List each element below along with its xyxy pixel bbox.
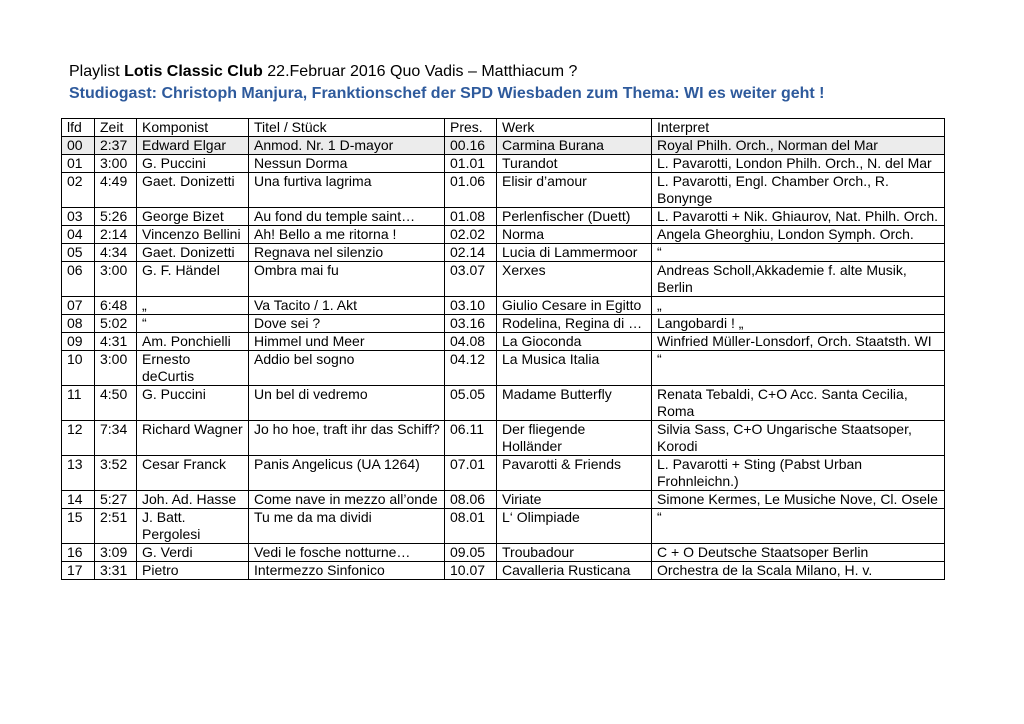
- performer-cell: C + O Deutsche Staatsoper Berlin: [652, 544, 945, 562]
- piece-title-cell: Come nave in mezzo all’onde: [249, 491, 445, 509]
- pres-number-cell: 07.01: [445, 456, 497, 491]
- performer-cell: Orchestra de la Scala Milano, H. v.: [652, 562, 945, 580]
- track-number-cell: 17: [62, 562, 95, 580]
- playlist-title: [69, 62, 577, 82]
- performer-cell: Angela Gheorghiu, London Symph. Orch.: [652, 226, 945, 244]
- pres-number-cell: 04.08: [445, 333, 497, 351]
- column-header: lfd: [62, 119, 95, 137]
- piece-title-cell: Panis Angelicus (UA 1264): [249, 456, 445, 491]
- work-cell: Turandot: [497, 155, 652, 173]
- duration-cell: 3:00: [95, 262, 137, 297]
- composer-cell: Gaet. Donizetti: [137, 244, 249, 262]
- duration-cell: 5:27: [95, 491, 137, 509]
- duration-cell: 3:31: [95, 562, 137, 580]
- composer-cell: Am. Ponchielli: [137, 333, 249, 351]
- work-cell: Norma: [497, 226, 652, 244]
- composer-cell: “: [137, 315, 249, 333]
- composer-cell: J. Batt. Pergolesi: [137, 509, 249, 544]
- track-number-cell: 09: [62, 333, 95, 351]
- pres-number-cell: 02.02: [445, 226, 497, 244]
- duration-cell: 4:49: [95, 173, 137, 208]
- performer-cell: Langobardi ! „: [652, 315, 945, 333]
- pres-number-cell: 03.10: [445, 297, 497, 315]
- track-number-cell: 04: [62, 226, 95, 244]
- title-prefix: Playlist: [69, 63, 125, 80]
- track-number-cell: 10: [62, 351, 95, 386]
- piece-title-cell: Au fond du temple saint…: [249, 208, 445, 226]
- work-cell: Carmina Burana: [497, 137, 652, 155]
- duration-cell: 3:52: [95, 456, 137, 491]
- table-row: [62, 421, 945, 456]
- pres-number-cell: 09.05: [445, 544, 497, 562]
- composer-cell: G. Verdi: [137, 544, 249, 562]
- column-header: Titel / Stück: [249, 119, 445, 137]
- table-row: [62, 351, 945, 386]
- pres-number-cell: 01.08: [445, 208, 497, 226]
- work-cell: Viriate: [497, 491, 652, 509]
- pres-number-cell: 03.16: [445, 315, 497, 333]
- piece-title-cell: Una furtiva lagrima: [249, 173, 445, 208]
- performer-cell: Winfried Müller-Lonsdorf, Orch. Staatsth. WI: [652, 333, 945, 351]
- composer-cell: Pietro: [137, 562, 249, 580]
- work-cell: L‘ Olimpiade: [497, 509, 652, 544]
- work-cell: Lucia di Lammermoor: [497, 244, 652, 262]
- duration-cell: 2:37: [95, 137, 137, 155]
- work-cell: La Gioconda: [497, 333, 652, 351]
- track-number-cell: 01: [62, 155, 95, 173]
- performer-cell: L. Pavarotti + Sting (Pabst Urban Frohnleichn.): [652, 456, 945, 491]
- title-date-theme: 22.Februar 2016 Quo Vadis – Matthiacum ?: [262, 63, 578, 80]
- composer-cell: G. Puccini: [137, 386, 249, 421]
- table-header-row: [62, 119, 945, 137]
- track-number-cell: 13: [62, 456, 95, 491]
- piece-title-cell: Dove sei ?: [249, 315, 445, 333]
- performer-cell: “: [652, 244, 945, 262]
- pres-number-cell: 01.06: [445, 173, 497, 208]
- piece-title-cell: Vedi le fosche notturne…: [249, 544, 445, 562]
- pres-number-cell: 08.01: [445, 509, 497, 544]
- pres-number-cell: 02.14: [445, 244, 497, 262]
- table-row: [62, 544, 945, 562]
- studio-guest-subtitle: Studiogast: Christoph Manjura, Franktionschef der SPD Wiesbaden zum Thema: WI es weiter geht !: [69, 85, 825, 102]
- performer-cell: Andreas Scholl,Akkademie f. alte Musik, Berlin: [652, 262, 945, 297]
- piece-title-cell: Addio bel sogno: [249, 351, 445, 386]
- duration-cell: 3:00: [95, 351, 137, 386]
- table-row: [62, 456, 945, 491]
- work-cell: Troubadour: [497, 544, 652, 562]
- work-cell: Elisir d’amour: [497, 173, 652, 208]
- performer-cell: Simone Kermes, Le Musiche Nove, Cl. Osele: [652, 491, 945, 509]
- piece-title-cell: Nessun Dorma: [249, 155, 445, 173]
- work-cell: La Musica Italia: [497, 351, 652, 386]
- table-row: [62, 262, 945, 297]
- table-row: [62, 173, 945, 208]
- track-number-cell: 07: [62, 297, 95, 315]
- table-row: [62, 244, 945, 262]
- work-cell: Madame Butterfly: [497, 386, 652, 421]
- performer-cell: “: [652, 509, 945, 544]
- table-row: [62, 315, 945, 333]
- performer-cell: „: [652, 297, 945, 315]
- table-row: [62, 509, 945, 544]
- duration-cell: 2:14: [95, 226, 137, 244]
- column-header: Werk: [497, 119, 652, 137]
- track-number-cell: 12: [62, 421, 95, 456]
- table-row: [62, 155, 945, 173]
- track-number-cell: 02: [62, 173, 95, 208]
- track-number-cell: 16: [62, 544, 95, 562]
- table-row: [62, 333, 945, 351]
- duration-cell: 4:34: [95, 244, 137, 262]
- piece-title-cell: Regnava nel silenzio: [249, 244, 445, 262]
- pres-number-cell: 06.11: [445, 421, 497, 456]
- track-number-cell: 06: [62, 262, 95, 297]
- piece-title-cell: Ah! Bello a me ritorna !: [249, 226, 445, 244]
- table-row: [62, 208, 945, 226]
- duration-cell: 4:50: [95, 386, 137, 421]
- table-row: [62, 386, 945, 421]
- composer-cell: Cesar Franck: [137, 456, 249, 491]
- table-row: [62, 491, 945, 509]
- pres-number-cell: 03.07: [445, 262, 497, 297]
- composer-cell: G. F. Händel: [137, 262, 249, 297]
- column-header: Komponist: [137, 119, 249, 137]
- track-number-cell: 05: [62, 244, 95, 262]
- duration-cell: 2:51: [95, 509, 137, 544]
- table-row: [62, 562, 945, 580]
- track-number-cell: 11: [62, 386, 95, 421]
- duration-cell: 5:02: [95, 315, 137, 333]
- piece-title-cell: Intermezzo Sinfonico: [249, 562, 445, 580]
- work-cell: Der fliegende Holländer: [497, 421, 652, 456]
- pres-number-cell: 00.16: [445, 137, 497, 155]
- duration-cell: 3:09: [95, 544, 137, 562]
- work-cell: Pavarotti & Friends: [497, 456, 652, 491]
- pres-number-cell: 08.06: [445, 491, 497, 509]
- piece-title-cell: Un bel di vedremo: [249, 386, 445, 421]
- pres-number-cell: 10.07: [445, 562, 497, 580]
- composer-cell: Ernesto deCurtis: [137, 351, 249, 386]
- track-number-cell: 03: [62, 208, 95, 226]
- composer-cell: Richard Wagner: [137, 421, 249, 456]
- pres-number-cell: 01.01: [445, 155, 497, 173]
- track-number-cell: 08: [62, 315, 95, 333]
- work-cell: Xerxes: [497, 262, 652, 297]
- piece-title-cell: Ombra mai fu: [249, 262, 445, 297]
- pres-number-cell: 04.12: [445, 351, 497, 386]
- composer-cell: Gaet. Donizetti: [137, 173, 249, 208]
- performer-cell: “: [652, 351, 945, 386]
- performer-cell: L. Pavarotti, Engl. Chamber Orch., R. Bonynge: [652, 173, 945, 208]
- duration-cell: 3:00: [95, 155, 137, 173]
- duration-cell: 7:34: [95, 421, 137, 456]
- column-header: Zeit: [95, 119, 137, 137]
- table-row: [62, 226, 945, 244]
- performer-cell: L. Pavarotti + Nik. Ghiaurov, Nat. Philh. Orch.: [652, 208, 945, 226]
- composer-cell: Edward Elgar: [137, 137, 249, 155]
- composer-cell: „: [137, 297, 249, 315]
- track-number-cell: 15: [62, 509, 95, 544]
- column-header: Interpret: [652, 119, 945, 137]
- piece-title-cell: Va Tacito / 1. Akt: [249, 297, 445, 315]
- table-row: [62, 137, 945, 155]
- work-cell: Perlenfischer (Duett): [497, 208, 652, 226]
- title-club-name: Lotis Classic Club: [124, 63, 263, 80]
- performer-cell: Renata Tebaldi, C+O Acc. Santa Cecilia, Roma: [652, 386, 945, 421]
- composer-cell: George Bizet: [137, 208, 249, 226]
- performer-cell: Silvia Sass, C+O Ungarische Staatsoper, Korodi: [652, 421, 945, 456]
- track-number-cell: 14: [62, 491, 95, 509]
- duration-cell: 4:31: [95, 333, 137, 351]
- piece-title-cell: Tu me da ma dividi: [249, 509, 445, 544]
- performer-cell: Royal Philh. Orch., Norman del Mar: [652, 137, 945, 155]
- work-cell: Cavalleria Rusticana: [497, 562, 652, 580]
- piece-title-cell: Jo ho hoe, traft ihr das Schiff?: [249, 421, 445, 456]
- column-header: Pres.: [445, 119, 497, 137]
- work-cell: Rodelina, Regina di …: [497, 315, 652, 333]
- track-number-cell: 00: [62, 137, 95, 155]
- composer-cell: Vincenzo Bellini: [137, 226, 249, 244]
- composer-cell: Joh. Ad. Hasse: [137, 491, 249, 509]
- duration-cell: 5:26: [95, 208, 137, 226]
- composer-cell: G. Puccini: [137, 155, 249, 173]
- table-row: [62, 297, 945, 315]
- work-cell: Giulio Cesare in Egitto: [497, 297, 652, 315]
- pres-number-cell: 05.05: [445, 386, 497, 421]
- playlist-body: [62, 137, 945, 580]
- piece-title-cell: Anmod. Nr. 1 D-mayor: [249, 137, 445, 155]
- piece-title-cell: Himmel und Meer: [249, 333, 445, 351]
- duration-cell: 6:48: [95, 297, 137, 315]
- playlist-table: [61, 118, 945, 580]
- performer-cell: L. Pavarotti, London Philh. Orch., N. del Mar: [652, 155, 945, 173]
